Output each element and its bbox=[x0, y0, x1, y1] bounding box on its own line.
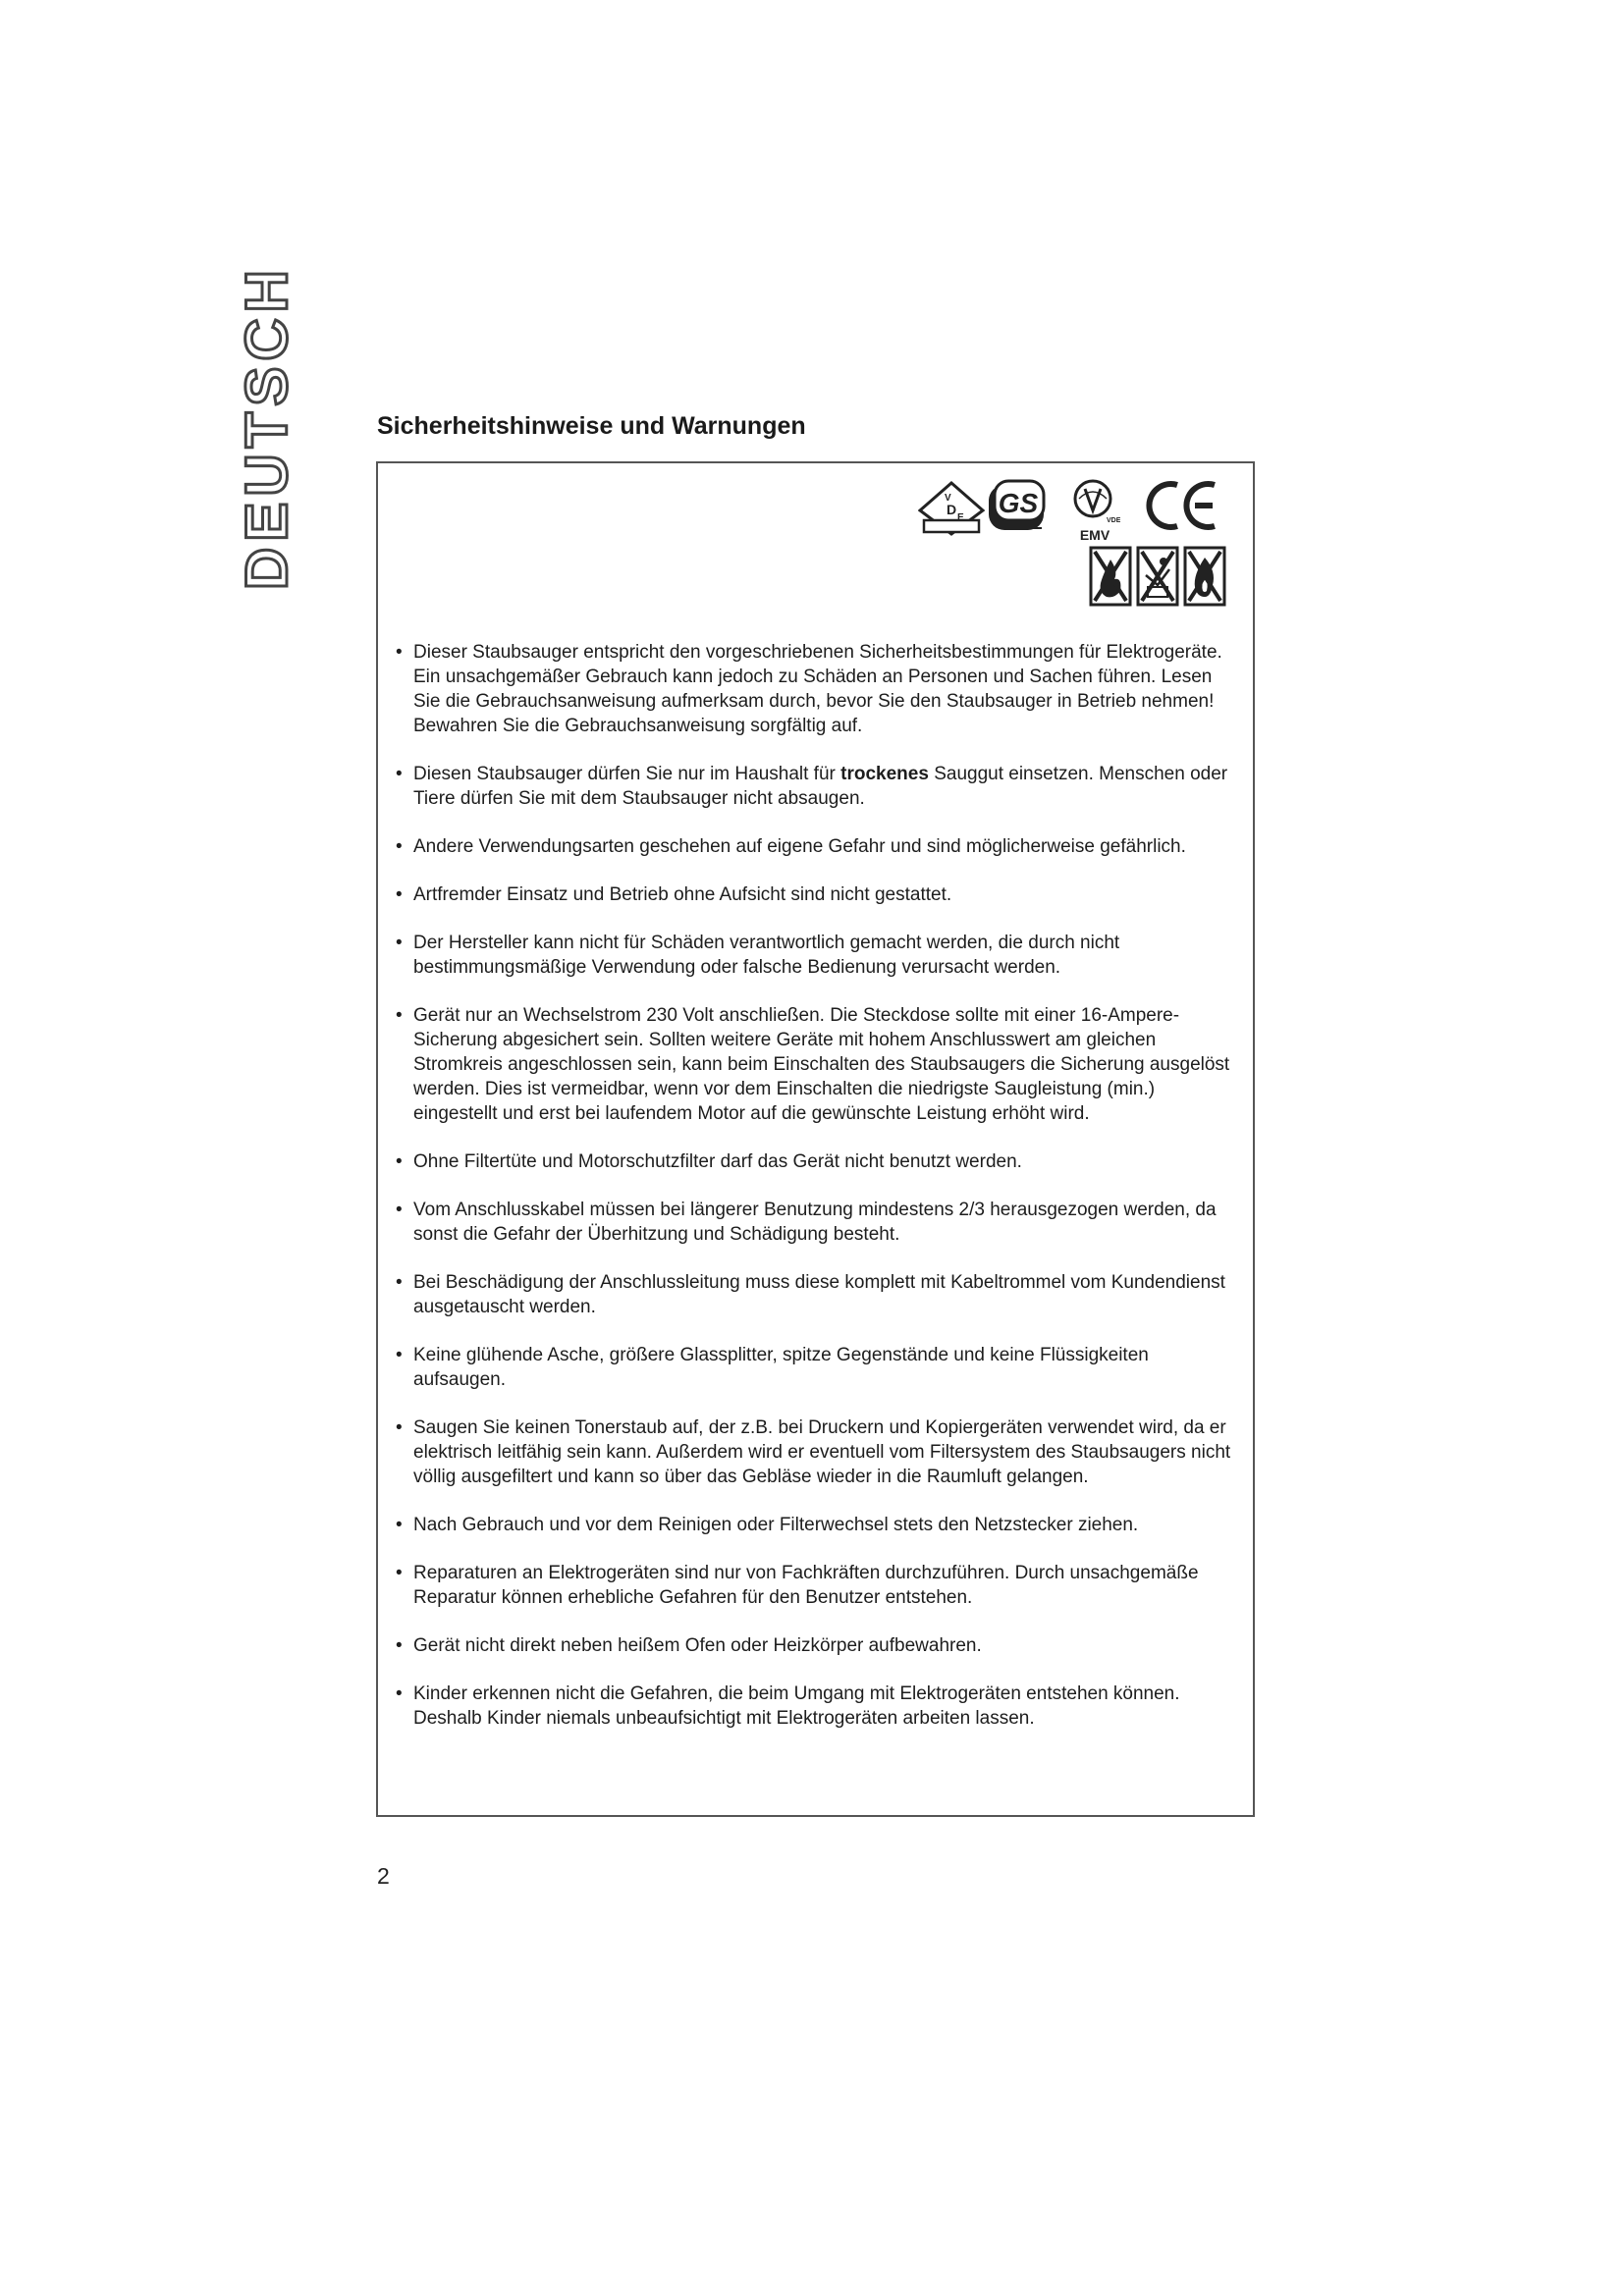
list-item: • Gerät nicht direkt neben heißem Ofen oder Heizkörper aufbewahren. bbox=[396, 1635, 982, 1656]
no-liquid-icon bbox=[1136, 546, 1179, 607]
svg-text:VDE: VDE bbox=[1107, 517, 1120, 524]
list-item: • Saugen Sie keinen Tonerstaub auf, der z.B. bei Druckern und Kopiergeräten verwendet wird, da er elektrisch leitfähig sein kann. Außerdem wird er eventuell vom Filtersystem des Staubsaugers nicht völlig ausgefiltert und kann so über das Gebläse wieder in die Raumluft gelangen. bbox=[396, 1417, 1231, 1487]
list-item: • Gerät nur an Wechselstrom 230 Volt anschließen. Die Steckdose sollte mit einer 16-Ampere-Sicherung abgesichert sein. Sollten weitere Geräte mit hohem Anschlusswert am gleichen Stromkreis angeschlossen sein, kann beim Einschalten des Staubsaugers die Sicherung ausgelöst werden. Dies ist vermeidbar, wenn vor dem Einschalten die niedrigste Saugleistung (min.) eingestellt und erst bei laufendem Motor auf die gewünschte Leistung erhöht wird. bbox=[396, 1005, 1230, 1124]
list-item: • Bei Beschädigung der Anschlussleitung muss diese komplett mit Kabeltrommel vom Kundendienst ausgetauscht werden. bbox=[396, 1272, 1225, 1317]
list-item: • Artfremder Einsatz und Betrieb ohne Aufsicht sind nicht gestattet. bbox=[396, 884, 952, 905]
list-item: • Nach Gebrauch und vor dem Reinigen oder Filterwechsel stets den Netzstecker ziehen. bbox=[396, 1515, 1139, 1535]
safety-list bbox=[388, 640, 1242, 1754]
svg-text:GS: GS bbox=[998, 488, 1039, 518]
svg-text:E: E bbox=[957, 512, 964, 523]
page-number: 2 bbox=[377, 1863, 390, 1889]
list-item: • Der Hersteller kann nicht für Schäden verantwortlich gemacht werden, die durch nicht bestimmungsmäßige Verwendung oder falsche Bedienung verursacht werden. bbox=[396, 933, 1120, 978]
certification-marks bbox=[378, 463, 1253, 611]
svg-text:EMV: EMV bbox=[1079, 527, 1110, 543]
list-item: • Kinder erkennen nicht die Gefahren, die beim Umgang mit Elektrogeräten entstehen können. Deshalb Kinder niemals unbeaufsichtigt mit Elektrogeräten arbeiten lassen. bbox=[396, 1683, 1180, 1729]
safety-box bbox=[376, 461, 1255, 1817]
svg-text:D: D bbox=[946, 502, 957, 517]
list-item: • Andere Verwendungsarten geschehen auf eigene Gefahr und sind möglicherweise gefährlich. bbox=[396, 836, 1186, 857]
no-fire-icon bbox=[1183, 546, 1226, 607]
vde-emv-mark-icon bbox=[1071, 475, 1120, 548]
list-item: • Vom Anschlusskabel müssen bei längerer Benutzung mindestens 2/3 herausgezogen werden, da sonst die Gefahr der Überhitzung und Schädigung besteht. bbox=[396, 1200, 1217, 1245]
emphasis: trockenes bbox=[840, 764, 929, 784]
list-item: • Dieser Staubsauger entspricht den vorgeschriebenen Sicherheitsbestimmungen für Elektrogeräte. Ein unsachgemäßer Gebrauch kann jedoch zu Schäden an Personen und Sachen führen. Lesen Sie die Gebrauchsanweisung aufmerksam durch, bevor Sie den Staubsauger in Betrieb nehmen! Bewahren Sie die Gebrauchsanweisung sorgfältig auf. bbox=[396, 642, 1222, 736]
page-title: Sicherheitshinweise und Warnungen bbox=[377, 412, 806, 440]
list-item: • Keine glühende Asche, größere Glassplitter, spitze Gegenstände und keine Flüssigkeiten aufsaugen. bbox=[396, 1345, 1149, 1390]
vde-mark-icon bbox=[918, 481, 985, 536]
list-item: • Reparaturen an Elektrogeräten sind nur von Fachkräften durchzuführen. Durch unsachgemäße Reparatur können erhebliche Gefahren für den Benutzer entstehen. bbox=[396, 1563, 1199, 1608]
list-item: • Ohne Filtertüte und Motorschutzfilter darf das Gerät nicht benutzt werden. bbox=[396, 1151, 1022, 1172]
ce-mark-icon bbox=[1144, 475, 1222, 536]
list-item: • Diesen Staubsauger dürfen Sie nur im Haushalt für trockenes Sauggut einsetzen. Menschen oder Tiere dürfen Sie mit dem Staubsauger nicht absaugen. bbox=[396, 764, 1228, 809]
gs-mark-icon bbox=[981, 477, 1052, 538]
no-ash-icon bbox=[1089, 546, 1132, 607]
language-tab-label: DEUTSCH bbox=[234, 263, 299, 590]
svg-text:V: V bbox=[945, 493, 951, 504]
